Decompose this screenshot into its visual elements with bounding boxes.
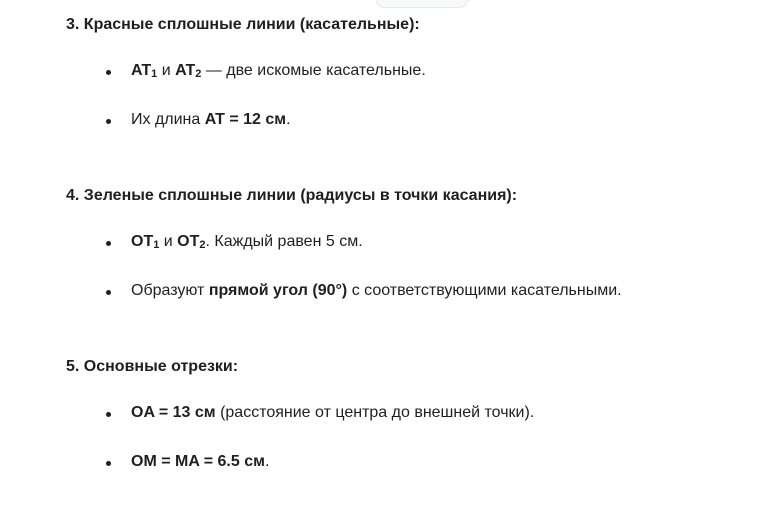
list-item: OM = MA = 6.5 см. bbox=[131, 453, 270, 470]
section-number: 3. bbox=[66, 16, 80, 33]
section-title: Основные отрезки: bbox=[83, 358, 239, 375]
section-title: Зеленые сплошные линии (радиусы в точки касания): bbox=[83, 187, 518, 204]
bullet-dot bbox=[106, 290, 111, 295]
top-chip-fragment bbox=[375, 0, 469, 8]
bullet-dot bbox=[106, 412, 111, 417]
section-number: 4. bbox=[66, 187, 80, 204]
section-heading bbox=[66, 187, 517, 205]
bullet-dot bbox=[106, 119, 111, 124]
list-item: $AT_1$ и $AT_2$ — две искомые касательные. bbox=[131, 62, 426, 80]
section-title: Красные сплошные линии (касательные): bbox=[83, 16, 420, 33]
section-heading bbox=[66, 16, 420, 34]
list-item: OA = 13 см (расстояние от центра до внешней точки). bbox=[131, 404, 535, 421]
bullet-dot bbox=[106, 70, 111, 75]
list-item: Образуют прямой угол (90°) с соответствующими касательными. bbox=[131, 282, 622, 299]
section-heading bbox=[66, 358, 238, 376]
list-item: $OT_1$ и $OT_2$. Каждый равен 5 см. bbox=[131, 233, 363, 251]
section-number: 5. bbox=[66, 358, 80, 375]
bullet-dot bbox=[106, 461, 111, 466]
bullet-dot bbox=[106, 241, 111, 246]
list-item: Их длина AT = 12 см. bbox=[131, 111, 291, 128]
